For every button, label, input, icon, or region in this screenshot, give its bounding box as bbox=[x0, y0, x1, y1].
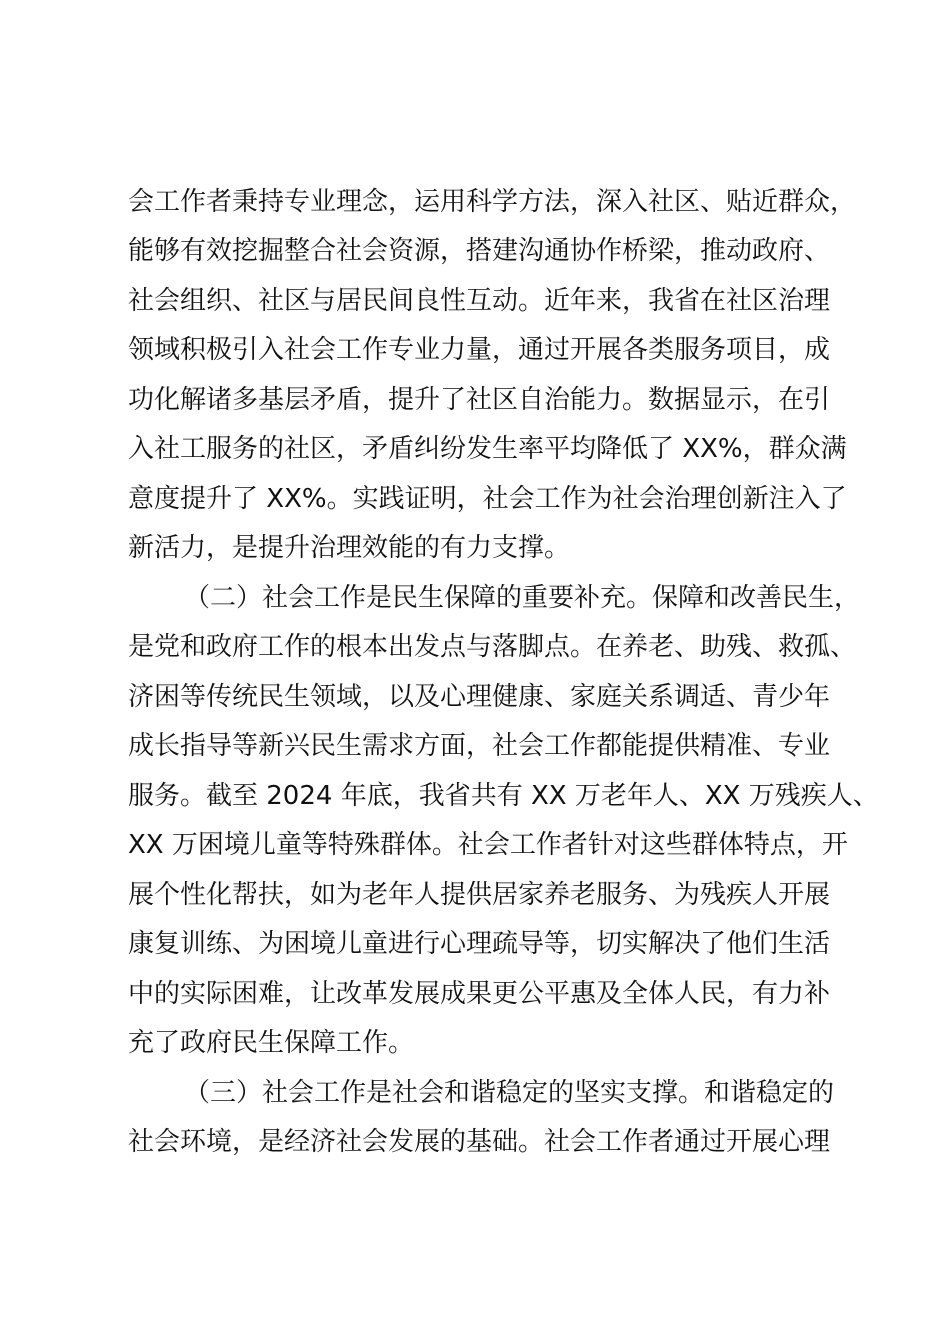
text-line: 能够有效挖掘整合社会资源，搭建沟通协作桥梁，推动政府、 bbox=[128, 236, 831, 266]
text-line: 功化解诸多基层矛盾，提升了社区自治能力。数据显示，在引 bbox=[128, 385, 831, 415]
text-line: 充了政府民生保障工作。 bbox=[128, 1028, 415, 1058]
text-line: 意度提升了 XX%。实践证明，社会工作为社会治理创新注入了 bbox=[128, 484, 847, 514]
section-heading-line: （三）社会工作是社会和谐稳定的坚实支撑。和谐稳定的 bbox=[184, 1078, 835, 1108]
text-line: 展个性化帮扶，如为老年人提供居家养老服务、为残疾人开展 bbox=[128, 880, 831, 910]
text-line: 是党和政府工作的根本出发点与落脚点。在养老、助残、救孤、 bbox=[128, 632, 857, 662]
text-line: 服务。截至 2024 年底，我省共有 XX 万老年人、XX 万残疾人、 bbox=[128, 781, 879, 811]
text-line: 新活力，是提升治理效能的有力支撑。 bbox=[128, 533, 571, 563]
text-line: 济困等传统民生领域，以及心理健康、家庭关系调适、青少年 bbox=[128, 682, 831, 712]
text-line: 康复训练、为困境儿童进行心理疏导等，切实解决了他们生活 bbox=[128, 929, 831, 959]
text-line: 入社工服务的社区，矛盾纠纷发生率平均降低了 XX%，群众满 bbox=[128, 434, 847, 464]
text-line: 会工作者秉持专业理念，运用科学方法，深入社区、贴近群众， bbox=[128, 187, 857, 217]
text-line: 中的实际困难，让改革发展成果更公平惠及全体人民，有力补 bbox=[128, 979, 831, 1009]
text-line: 社会环境，是经济社会发展的基础。社会工作者通过开展心理 bbox=[128, 1127, 831, 1157]
text-line: 领域积极引入社会工作专业力量，通过开展各类服务项目，成 bbox=[128, 335, 831, 365]
text-line: 社会组织、社区与居民间良性互动。近年来，我省在社区治理 bbox=[128, 286, 831, 316]
section-heading-line: （二）社会工作是民生保障的重要补充。保障和改善民生， bbox=[184, 583, 861, 613]
text-line: XX 万困境儿童等特殊群体。社会工作者针对这些群体特点，开 bbox=[128, 830, 848, 860]
text-line: 成长指导等新兴民生需求方面，社会工作都能提供精准、专业 bbox=[128, 731, 831, 761]
